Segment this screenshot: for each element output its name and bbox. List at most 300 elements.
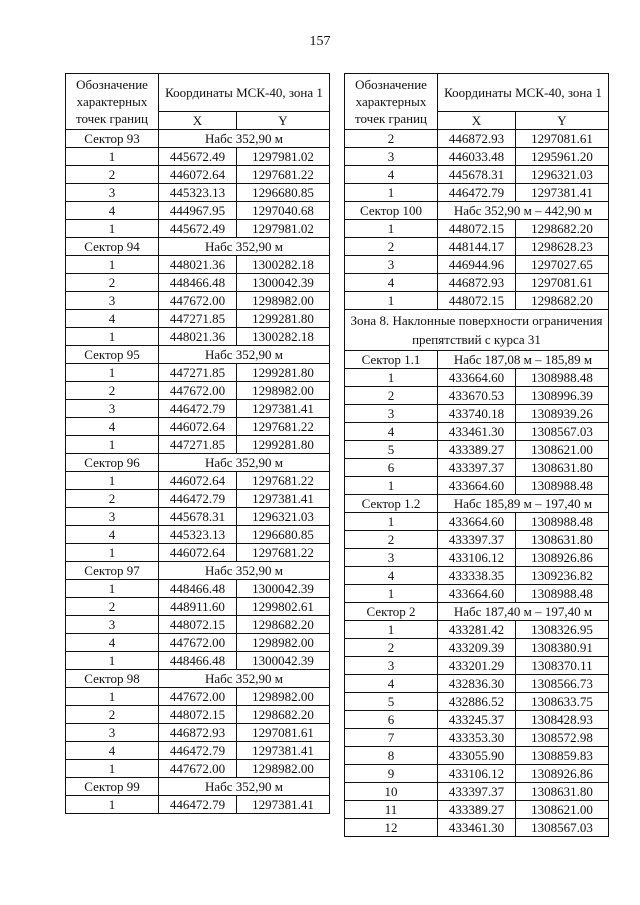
point-number: 4: [66, 742, 159, 760]
point-number: 3: [66, 400, 159, 418]
point-number: 2: [66, 490, 159, 508]
sector-header-row: [66, 238, 330, 256]
x-value: 448072.15: [159, 616, 237, 634]
table-row: [345, 747, 609, 765]
point-number: 1: [345, 513, 438, 531]
sector-header-row: [345, 603, 609, 621]
table-row: [345, 423, 609, 441]
y-value: 1298628.23: [516, 238, 609, 256]
y-value: 1297981.02: [237, 220, 330, 238]
x-value: 446472.79: [159, 796, 237, 814]
table-row: [345, 441, 609, 459]
point-number: 5: [345, 693, 438, 711]
table-row: [66, 436, 330, 454]
table-header-row: [345, 74, 609, 112]
table-row: [345, 711, 609, 729]
table-row: [66, 472, 330, 490]
point-number: 2: [345, 238, 438, 256]
y-value: 1308859.83: [516, 747, 609, 765]
table-row: [66, 328, 330, 346]
x-value: 433397.37: [438, 459, 516, 477]
point-number: 3: [345, 256, 438, 274]
y-value: 1300282.18: [237, 256, 330, 274]
table-row: [66, 544, 330, 562]
table-row: [66, 202, 330, 220]
y-value: 1300042.39: [237, 274, 330, 292]
coordinates-table-right: [344, 73, 609, 837]
table-row: [66, 598, 330, 616]
point-number: 4: [66, 526, 159, 544]
table-row: [345, 693, 609, 711]
y-value: 1297381.41: [237, 490, 330, 508]
y-value: 1309236.82: [516, 567, 609, 585]
y-value: 1298682.20: [237, 706, 330, 724]
sector-height: Набс 187,40 м – 197,40 м: [438, 603, 609, 621]
point-number: 2: [66, 274, 159, 292]
x-value: 433106.12: [438, 549, 516, 567]
table-row: [66, 688, 330, 706]
y-value: 1298982.00: [237, 382, 330, 400]
table-row: [66, 382, 330, 400]
y-value: 1296680.85: [237, 526, 330, 544]
table-row: [345, 238, 609, 256]
point-number: 9: [345, 765, 438, 783]
x-value: 432886.52: [438, 693, 516, 711]
point-number: 4: [66, 310, 159, 328]
y-value: 1297081.61: [516, 130, 609, 148]
table-row: [345, 274, 609, 292]
x-value: 433664.60: [438, 477, 516, 495]
x-value: 433281.42: [438, 621, 516, 639]
x-value: 446472.79: [159, 742, 237, 760]
y-value: 1299281.80: [237, 436, 330, 454]
table-row: [66, 400, 330, 418]
point-number: 4: [66, 418, 159, 436]
table-row: [66, 652, 330, 670]
point-number: 1: [66, 796, 159, 814]
y-value: 1297681.22: [237, 544, 330, 562]
x-value: 433461.30: [438, 423, 516, 441]
point-number: 2: [66, 166, 159, 184]
y-value: 1296321.03: [516, 166, 609, 184]
table-row: [345, 148, 609, 166]
sector-height: Набс 352,90 м: [159, 454, 330, 472]
x-value: 446872.93: [438, 274, 516, 292]
x-value: 447672.00: [159, 292, 237, 310]
sector-height: Набс 185,89 м – 197,40 м: [438, 495, 609, 513]
point-number: 4: [345, 567, 438, 585]
table-row: [66, 292, 330, 310]
y-value: 1297981.02: [237, 148, 330, 166]
x-value: 448144.17: [438, 238, 516, 256]
y-value: 1298982.00: [237, 634, 330, 652]
y-value: 1308572.98: [516, 729, 609, 747]
table-row: [345, 585, 609, 603]
point-number: 2: [345, 130, 438, 148]
table-row: [345, 130, 609, 148]
y-value: 1308370.11: [516, 657, 609, 675]
point-number: 1: [66, 436, 159, 454]
x-value: 447271.85: [159, 310, 237, 328]
table-row: [345, 621, 609, 639]
point-number: 3: [345, 148, 438, 166]
x-value: 446472.79: [159, 490, 237, 508]
sector-header-row: [66, 346, 330, 364]
x-value: 448466.48: [159, 274, 237, 292]
x-value: 446033.48: [438, 148, 516, 166]
x-header: X: [438, 112, 516, 130]
point-number: 4: [345, 274, 438, 292]
x-value: 433106.12: [438, 765, 516, 783]
x-value: 445323.13: [159, 526, 237, 544]
y-value: 1297381.41: [237, 796, 330, 814]
x-value: 446072.64: [159, 418, 237, 436]
table-row: [345, 405, 609, 423]
sector-label: Сектор 93: [66, 130, 159, 148]
x-value: 448466.48: [159, 580, 237, 598]
sector-header-row: [345, 202, 609, 220]
point-number: 2: [66, 706, 159, 724]
point-number: 3: [66, 616, 159, 634]
x-value: 433389.27: [438, 441, 516, 459]
y-value: 1308380.91: [516, 639, 609, 657]
table-header-row: [66, 74, 330, 112]
point-number: 1: [66, 652, 159, 670]
y-value: 1298682.20: [237, 616, 330, 634]
table-row: [345, 292, 609, 310]
y-value: 1308988.48: [516, 477, 609, 495]
sector-label: Сектор 94: [66, 238, 159, 256]
x-value: 446872.93: [438, 130, 516, 148]
point-number: 1: [66, 148, 159, 166]
y-value: 1308567.03: [516, 819, 609, 837]
y-value: 1297381.41: [516, 184, 609, 202]
x-header: X: [159, 112, 237, 130]
x-value: 446072.64: [159, 544, 237, 562]
y-value: 1308566.73: [516, 675, 609, 693]
point-number: 3: [66, 184, 159, 202]
x-value: 448072.15: [438, 220, 516, 238]
sector-height: Набс 352,90 м – 442,90 м: [438, 202, 609, 220]
sector-header-row: [66, 562, 330, 580]
sector-height: Набс 187,08 м – 185,89 м: [438, 351, 609, 369]
x-value: 448466.48: [159, 652, 237, 670]
y-value: 1300042.39: [237, 580, 330, 598]
coordinates-table-left: [65, 73, 330, 814]
sector-header-row: [66, 454, 330, 472]
x-value: 433461.30: [438, 819, 516, 837]
table-row: [345, 729, 609, 747]
sector-label: Сектор 100: [345, 202, 438, 220]
table-row: [345, 387, 609, 405]
y-value: 1298682.20: [516, 292, 609, 310]
point-number: 1: [66, 688, 159, 706]
table-row: [345, 765, 609, 783]
y-value: 1299281.80: [237, 310, 330, 328]
sector-label: Сектор 1.1: [345, 351, 438, 369]
y-value: 1299802.61: [237, 598, 330, 616]
x-value: 445672.49: [159, 148, 237, 166]
y-value: 1295961.20: [516, 148, 609, 166]
point-number: 2: [345, 639, 438, 657]
table-row: [345, 639, 609, 657]
y-value: 1308926.86: [516, 765, 609, 783]
point-number: 1: [66, 580, 159, 598]
designation-header: Обозначение характерных точек границ: [345, 74, 438, 130]
y-value: 1308631.80: [516, 783, 609, 801]
point-number: 3: [345, 405, 438, 423]
x-value: 448021.36: [159, 328, 237, 346]
point-number: 1: [345, 585, 438, 603]
zone-title-row: [345, 310, 609, 351]
y-value: 1297081.61: [516, 274, 609, 292]
point-number: 4: [345, 675, 438, 693]
point-number: 6: [345, 459, 438, 477]
table-row: [66, 256, 330, 274]
point-number: 1: [66, 220, 159, 238]
y-value: 1297381.41: [237, 742, 330, 760]
y-value: 1296680.85: [237, 184, 330, 202]
table-row: [345, 459, 609, 477]
y-value: 1298982.00: [237, 292, 330, 310]
x-value: 432836.30: [438, 675, 516, 693]
table-row: [66, 724, 330, 742]
x-value: 433740.18: [438, 405, 516, 423]
table-row: [66, 634, 330, 652]
x-value: 433201.29: [438, 657, 516, 675]
table-row: [345, 220, 609, 238]
table-row: [66, 148, 330, 166]
sector-height: Набс 352,90 м: [159, 238, 330, 256]
x-value: 433664.60: [438, 369, 516, 387]
y-value: 1297040.68: [237, 202, 330, 220]
point-number: 1: [345, 369, 438, 387]
y-value: 1308996.39: [516, 387, 609, 405]
x-value: 448072.15: [438, 292, 516, 310]
table-row: [345, 567, 609, 585]
zone-title: Зона 8. Наклонные поверхности ограничения препятствий с курса 31: [345, 310, 609, 351]
point-number: 11: [345, 801, 438, 819]
point-number: 1: [66, 544, 159, 562]
sector-height: Набс 352,90 м: [159, 778, 330, 796]
sector-label: Сектор 96: [66, 454, 159, 472]
x-value: 433245.37: [438, 711, 516, 729]
point-number: 3: [345, 549, 438, 567]
y-value: 1297681.22: [237, 472, 330, 490]
sector-header-row: [66, 778, 330, 796]
sector-height: Набс 352,90 м: [159, 130, 330, 148]
table-row: [345, 184, 609, 202]
x-value: 447271.85: [159, 436, 237, 454]
x-value: 446944.96: [438, 256, 516, 274]
x-value: 447672.00: [159, 688, 237, 706]
x-value: 446472.79: [438, 184, 516, 202]
y-value: 1297081.61: [237, 724, 330, 742]
sector-label: Сектор 97: [66, 562, 159, 580]
table-row: [345, 369, 609, 387]
point-number: 4: [66, 634, 159, 652]
point-number: 3: [66, 508, 159, 526]
x-value: 448911.60: [159, 598, 237, 616]
y-value: 1308621.00: [516, 441, 609, 459]
table-row: [66, 418, 330, 436]
y-value: 1308633.75: [516, 693, 609, 711]
table-row: [345, 657, 609, 675]
point-number: 6: [345, 711, 438, 729]
y-value: 1308988.48: [516, 369, 609, 387]
x-value: 446072.64: [159, 472, 237, 490]
table-row: [345, 256, 609, 274]
x-value: 447672.00: [159, 760, 237, 778]
table-row: [66, 580, 330, 598]
table-row: [66, 310, 330, 328]
table-row: [345, 801, 609, 819]
table-row: [66, 796, 330, 814]
table-row: [345, 819, 609, 837]
table-row: [66, 508, 330, 526]
x-value: 433397.37: [438, 531, 516, 549]
y-header: Y: [237, 112, 330, 130]
sector-height: Набс 352,90 м: [159, 346, 330, 364]
point-number: 5: [345, 441, 438, 459]
table-row: [66, 220, 330, 238]
sector-label: Сектор 99: [66, 778, 159, 796]
y-header: Y: [516, 112, 609, 130]
point-number: 2: [345, 387, 438, 405]
table-row: [66, 706, 330, 724]
sector-label: Сектор 2: [345, 603, 438, 621]
table-row: [345, 675, 609, 693]
x-value: 447271.85: [159, 364, 237, 382]
y-value: 1308567.03: [516, 423, 609, 441]
y-value: 1297381.41: [237, 400, 330, 418]
x-value: 445678.31: [159, 508, 237, 526]
designation-header: Обозначение характерных точек границ: [66, 74, 159, 130]
point-number: 4: [345, 166, 438, 184]
point-number: 3: [66, 724, 159, 742]
point-number: 3: [345, 657, 438, 675]
table-row: [66, 742, 330, 760]
x-value: 433664.60: [438, 585, 516, 603]
coordinates-header: Координаты МСК-40, зона 1: [159, 74, 330, 112]
y-value: 1308939.26: [516, 405, 609, 423]
x-value: 444967.95: [159, 202, 237, 220]
sector-header-row: [345, 351, 609, 369]
point-number: 1: [66, 364, 159, 382]
table-row: [66, 184, 330, 202]
y-value: 1308326.95: [516, 621, 609, 639]
y-value: 1308988.48: [516, 585, 609, 603]
page-number: 157: [309, 34, 331, 49]
table-row: [345, 783, 609, 801]
y-value: 1299281.80: [237, 364, 330, 382]
point-number: 1: [66, 760, 159, 778]
y-value: 1297681.22: [237, 166, 330, 184]
x-value: 433353.30: [438, 729, 516, 747]
x-value: 445672.49: [159, 220, 237, 238]
table-row: [66, 616, 330, 634]
table-row: [66, 364, 330, 382]
point-number: 1: [66, 256, 159, 274]
y-value: 1298682.20: [516, 220, 609, 238]
y-value: 1308428.93: [516, 711, 609, 729]
y-value: 1308631.80: [516, 531, 609, 549]
y-value: 1300042.39: [237, 652, 330, 670]
point-number: 1: [66, 472, 159, 490]
y-value: 1297027.65: [516, 256, 609, 274]
point-number: 2: [66, 598, 159, 616]
table-row: [345, 477, 609, 495]
y-value: 1308631.80: [516, 459, 609, 477]
coordinates-header: Координаты МСК-40, зона 1: [438, 74, 609, 112]
sector-height: Набс 352,90 м: [159, 670, 330, 688]
point-number: 1: [66, 328, 159, 346]
x-value: 433209.39: [438, 639, 516, 657]
x-value: 448072.15: [159, 706, 237, 724]
table-row: [345, 513, 609, 531]
sector-label: Сектор 1.2: [345, 495, 438, 513]
y-value: 1300282.18: [237, 328, 330, 346]
x-value: 433664.60: [438, 513, 516, 531]
x-value: 433055.90: [438, 747, 516, 765]
x-value: 447672.00: [159, 634, 237, 652]
point-number: 1: [345, 477, 438, 495]
x-value: 445323.13: [159, 184, 237, 202]
sector-label: Сектор 95: [66, 346, 159, 364]
point-number: 4: [66, 202, 159, 220]
y-value: 1308988.48: [516, 513, 609, 531]
table-row: [66, 166, 330, 184]
point-number: 8: [345, 747, 438, 765]
x-value: 433397.37: [438, 783, 516, 801]
sector-header-row: [66, 670, 330, 688]
y-value: 1298982.00: [237, 760, 330, 778]
sector-label: Сектор 98: [66, 670, 159, 688]
x-value: 448021.36: [159, 256, 237, 274]
point-number: 2: [345, 531, 438, 549]
point-number: 1: [345, 621, 438, 639]
table-row: [66, 760, 330, 778]
point-number: 10: [345, 783, 438, 801]
table-row: [66, 274, 330, 292]
y-value: 1296321.03: [237, 508, 330, 526]
sector-header-row: [345, 495, 609, 513]
point-number: 12: [345, 819, 438, 837]
sector-header-row: [66, 130, 330, 148]
y-value: 1297681.22: [237, 418, 330, 436]
x-value: 446472.79: [159, 400, 237, 418]
table-row: [66, 490, 330, 508]
point-number: 1: [345, 184, 438, 202]
x-value: 445678.31: [438, 166, 516, 184]
point-number: 2: [66, 382, 159, 400]
point-number: 1: [345, 220, 438, 238]
x-value: 446872.93: [159, 724, 237, 742]
x-value: 433338.35: [438, 567, 516, 585]
table-row: [345, 531, 609, 549]
point-number: 1: [345, 292, 438, 310]
x-value: 447672.00: [159, 382, 237, 400]
table-row: [66, 526, 330, 544]
x-value: 433670.53: [438, 387, 516, 405]
point-number: 3: [66, 292, 159, 310]
point-number: 4: [345, 423, 438, 441]
table-row: [345, 166, 609, 184]
x-value: 446072.64: [159, 166, 237, 184]
y-value: 1308621.00: [516, 801, 609, 819]
y-value: 1308926.86: [516, 549, 609, 567]
sector-height: Набс 352,90 м: [159, 562, 330, 580]
